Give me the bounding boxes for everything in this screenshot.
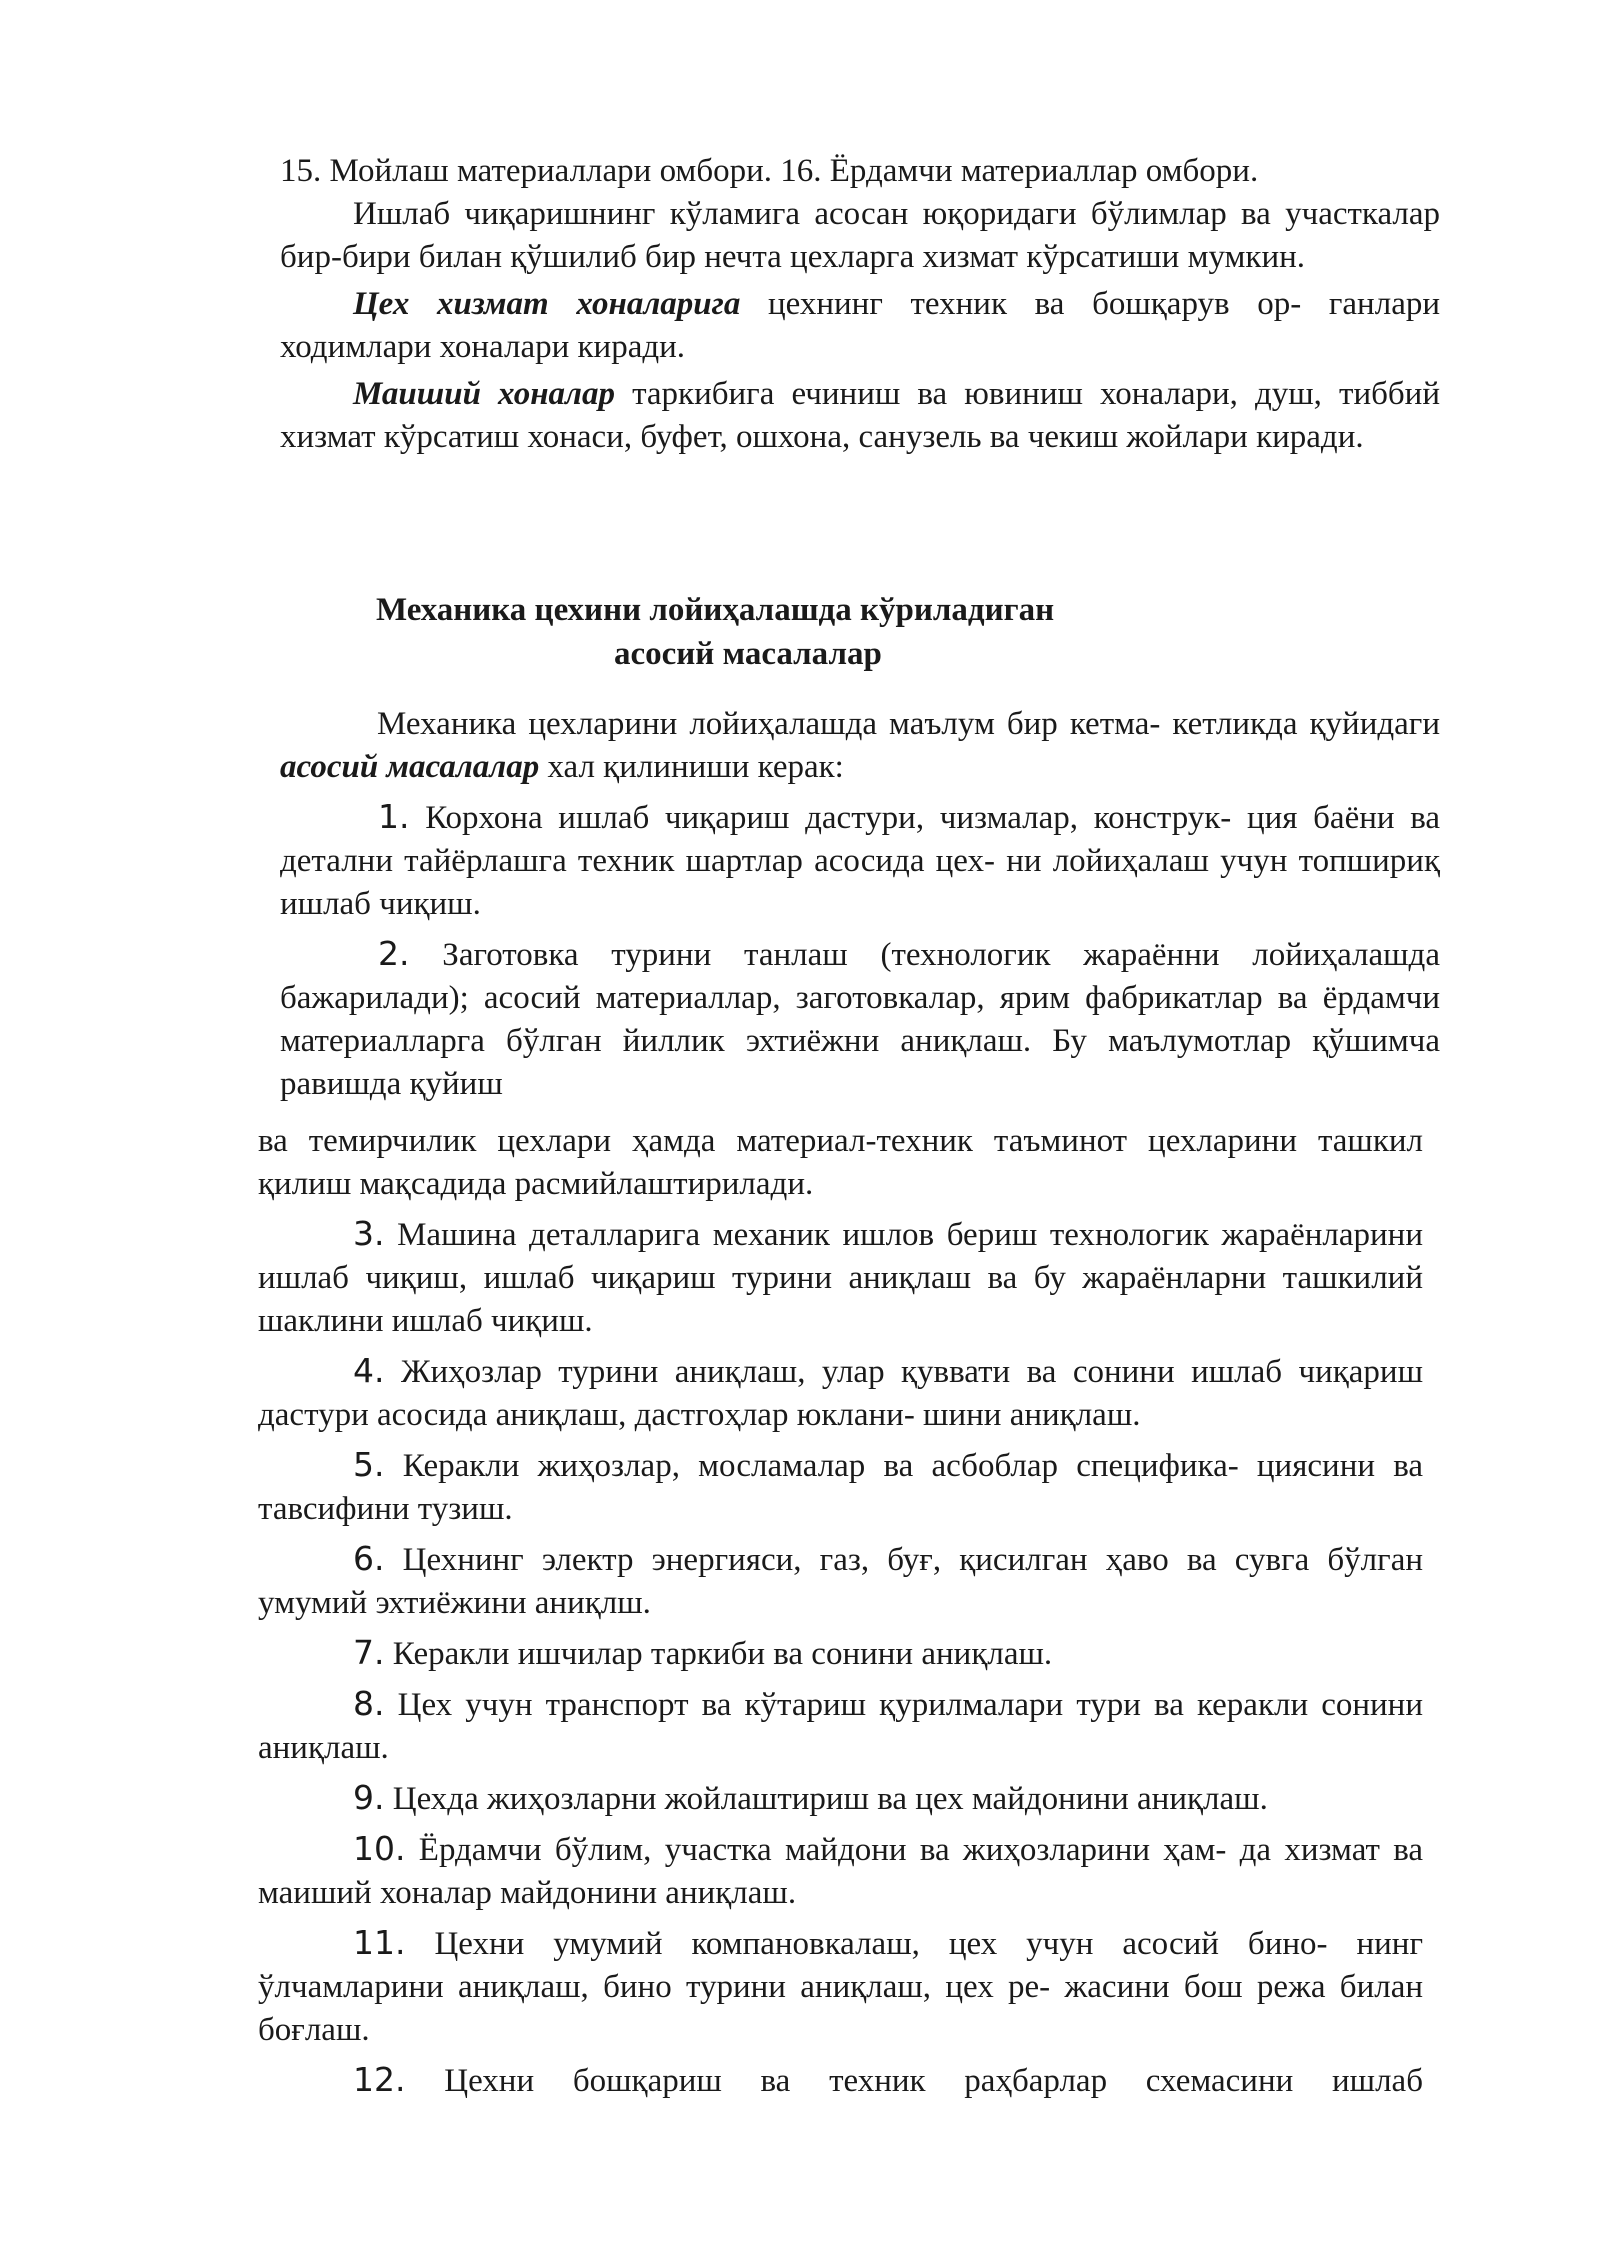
paragraph-departments: Ишлаб чиқаришнинг кўламига асосан юқоридаги бўлимлар ва участкалар бир-бири билан қўшилиб бир нечта цехларга хизмат кўрсатиши мумкин.: [280, 196, 1440, 275]
continuation-paragraph: ва темирчилик цехлари ҳамда материал-техник таъминот цехларини ташкил қилиш мақсадида расмийлаштирилади.: [258, 1123, 1423, 1202]
list-number-4: 4.: [353, 1351, 385, 1390]
intro-text-2: хал қилиниши керак:: [539, 749, 844, 785]
list-number-9: 9.: [353, 1778, 385, 1817]
list-text-4: Жиҳозлар турини аниқлаш, улар қуввати ва сонини ишлаб чиқариш дастури асосида аниқлаш, дастгоҳлар юклани- шини аниқлаш.: [258, 1354, 1424, 1433]
list-number-10: 10.: [353, 1829, 406, 1868]
intro-term: асосий масалалар: [280, 749, 540, 785]
bottom-section: [258, 1120, 1423, 2103]
list-item-3: [258, 1212, 1423, 1343]
list-item-6: [258, 1537, 1423, 1625]
list-text-12: Цехни бошқариш ва техник раҳбарлар схемасини ишлаб: [444, 2063, 1423, 2099]
list-number-2: 2.: [378, 934, 410, 973]
list-text-6: Цехнинг электр энергияси, газ, буғ, қисилган ҳаво ва сувга бўлган умумий эхтиёжини аниқлш.: [258, 1542, 1423, 1621]
list-text-1: Корхона ишлаб чиқариш дастури, чизмалар, конструк- ция баёни ва детални тайёрлашга техник шартлар асосида цех- ни лойиҳалаш учун топшириқ ишлаб чиқиш.: [280, 800, 1441, 922]
list-text-9: Цехда жиҳозларни жойлаштириш ва цех майдонини аниқлаш.: [392, 1781, 1268, 1817]
intro-paragraph: [280, 703, 1440, 789]
term-household-rooms: Маиший хоналар: [353, 376, 615, 412]
list-item-5: [258, 1443, 1423, 1531]
list-item-2: [280, 932, 1440, 1106]
list-item-8: [258, 1682, 1423, 1770]
list-text-7: Керакли ишчилар таркиби ва сонини аниқлаш.: [392, 1636, 1053, 1672]
list-text-3: Машина деталларига механик ишлов бериш технологик жараёнларини ишлаб чиқиш, ишлаб чиқариш турини аниқлаш ва бу жараёнларни ташкилий шаклини ишлаб чиқиш.: [258, 1217, 1423, 1339]
list-text-10: Ёрдамчи бўлим, участка майдони ва жиҳозларини ҳам- да хизмат ва маиший хоналар майдонини аниқлаш.: [258, 1832, 1424, 1911]
term-service-rooms: Цех хизмат хоналарига: [353, 286, 741, 322]
list-item-9: [258, 1776, 1423, 1821]
list-number-5: 5.: [353, 1445, 385, 1484]
list-number-12: 12.: [353, 2060, 406, 2099]
list-text-11: Цехни умумий компановкалаш, цех учун асосий бино- нинг ўлчамларини аниқлаш, бино турини аниқлаш, цех ре- жасини бош режа билан боғлаш.: [258, 1926, 1424, 2048]
list-number-1: 1.: [378, 797, 410, 836]
paragraph-warehouses: 15. Мойлаш материаллари омбори. 16. Ёрдамчи материаллар омбори.: [280, 153, 1259, 189]
list-text-5: Керакли жиҳозлар, мосламалар ва асбоблар специфика- циясини ва тавсифини тузиш.: [258, 1448, 1424, 1527]
list-item-12: [258, 2058, 1423, 2103]
list-number-7: 7.: [353, 1633, 385, 1672]
heading-line-1: Механика цехини лойиҳалашда кўриладиган: [376, 592, 1055, 628]
intro-text-1: Механика цехларини лойиҳалашда маълум бир кетма- кетликда қуйидаги: [377, 706, 1440, 742]
paragraph-household-rooms: [280, 373, 1440, 459]
section-heading: [280, 588, 1440, 676]
paragraph-service-rooms-text: цехнинг техник ва бошқарув ор- ганлари ходимлари хоналари киради.: [280, 286, 1440, 365]
list-item-4: [258, 1349, 1423, 1437]
list-number-3: 3.: [353, 1214, 385, 1253]
list-number-11: 11.: [353, 1923, 406, 1962]
list-item-11: [258, 1921, 1423, 2052]
list-item-7: [258, 1631, 1423, 1676]
top-section: [280, 150, 1440, 459]
paragraph-service-rooms: [280, 283, 1440, 369]
list-item-10: [258, 1827, 1423, 1915]
intro-section: [280, 703, 1440, 1106]
list-text-2: Заготовка турини танлаш (технологик жараённи лойиҳалашда бажарилади); асосий материаллар, заготовкалар, ярим фабрикатлар ва ёрдамчи материалларга бўлган йиллик эхтиёжни аниқлаш. Бу маълумотлар қўшимча равишда қуйиш: [280, 937, 1440, 1102]
list-number-8: 8.: [353, 1684, 385, 1723]
list-text-8: Цех учун транспорт ва кўтариш қурилмалари тури ва керакли сонини аниқлаш.: [258, 1687, 1423, 1766]
list-item-1: [280, 795, 1440, 926]
paragraph-household-rooms-text: таркибига ечиниш ва ювиниш хоналари, душ, тиббий хизмат кўрсатиш хонаси, буфет, ошхона, санузель ва чекиш жойлари киради.: [280, 376, 1441, 455]
list-number-6: 6.: [353, 1539, 385, 1578]
heading-line-2: асосий масалалар: [614, 636, 882, 672]
